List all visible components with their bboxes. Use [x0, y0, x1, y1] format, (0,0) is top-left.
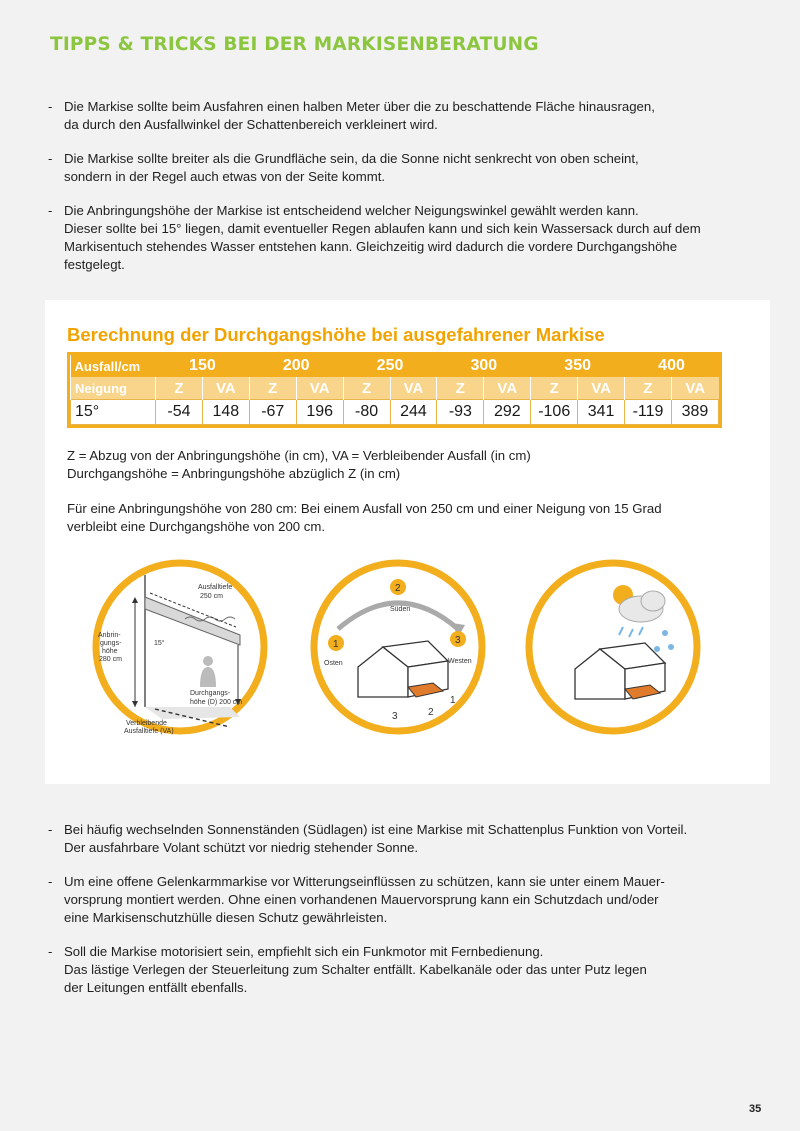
va-header: VA — [296, 377, 343, 400]
tip-text: Die Anbringungshöhe der Markise ist entscheidend welcher Neigungswinkel gewählt werden kann. Dieser sollte bei 15° liegen, damit eventueller Regen ablaufen kann und sich kein Wassersack durch auf dem Markisentuch stehendes Wasser entstehen kann. Gleichzeitig wird dadurch die vordere Durchgangshöhe festgelegt. — [64, 203, 701, 272]
calculation-panel — [45, 300, 770, 784]
va-cell: 389 — [671, 400, 718, 425]
side-number: 3 — [392, 711, 398, 722]
ausfall-value: 300 — [437, 355, 531, 377]
tip-text: Bei häufig wechselnden Sonnenständen (Südlagen) ist eine Markise mit Schattenplus Funktion von Vorteil. Der ausfahrbare Volant schützt vor niedrig stehender Sonne. — [64, 822, 688, 855]
va-cell: 292 — [484, 400, 531, 425]
anbringungshoehe-label: höhe — [102, 648, 118, 655]
ausfall-value: 250 — [343, 355, 437, 377]
angle-label: 15° — [154, 640, 165, 647]
neigung-value: 15° — [71, 400, 156, 425]
ausfall-value: 200 — [249, 355, 343, 377]
direction-label: Süden — [390, 606, 411, 613]
direction-label: Osten — [324, 660, 343, 667]
tip-item — [48, 943, 738, 997]
sun-number: 2 — [395, 583, 401, 594]
tip-text: Die Markise sollte breiter als die Grundfläche sein, da die Sonne nicht senkrecht von oben scheint, sondern in der Regel auch etwas von der Seite kommt. — [64, 151, 639, 184]
z-cell: -80 — [343, 400, 390, 425]
va-header: VA — [484, 377, 531, 400]
z-cell: -67 — [249, 400, 296, 425]
weather-diagram — [523, 557, 703, 737]
va-header: VA — [390, 377, 437, 400]
tip-text: Die Markise sollte beim Ausfahren einen halben Meter über die zu beschattende Fläche hinausragen, da durch den Ausfallwinkel der Schattenbereich verkleinert wird. — [64, 99, 655, 132]
z-cell: -106 — [531, 400, 578, 425]
table-subheader-row — [71, 377, 719, 400]
anbringungshoehe-label: Anbrin- — [98, 632, 121, 639]
va-cell: 148 — [202, 400, 249, 425]
z-header: Z — [437, 377, 484, 400]
z-header: Z — [531, 377, 578, 400]
ausfall-value: 400 — [625, 355, 719, 377]
anbringungshoehe-value: 280 cm — [99, 656, 122, 663]
sun-path-illustration — [308, 557, 488, 737]
ausfall-label: Ausfall/cm — [71, 355, 156, 377]
ausfall-value: 350 — [531, 355, 625, 377]
tips-list-top — [48, 98, 738, 290]
durchgang-label: Durchgangs- — [190, 690, 231, 697]
tip-item — [48, 873, 738, 927]
z-cell: -54 — [156, 400, 203, 425]
z-header: Z — [343, 377, 390, 400]
example-text: Für eine Anbringungshöhe von 280 cm: Bei einem Ausfall von 250 cm und einer Neigung von 15 Grad verbleibt eine Durchgangshöhe von 200 cm. — [67, 501, 662, 534]
va-header: VA — [578, 377, 625, 400]
table-row — [71, 400, 719, 425]
z-cell: -93 — [437, 400, 484, 425]
sun-path-diagram — [308, 557, 488, 737]
legend-line: Durchgangshöhe = Anbringungshöhe abzüglich Z (in cm) — [67, 466, 401, 481]
z-header: Z — [625, 377, 672, 400]
z-header: Z — [156, 377, 203, 400]
va-header: VA — [202, 377, 249, 400]
verbleibend-value: Ausfalltiefe (VA) — [124, 728, 174, 735]
tips-list-bottom — [48, 821, 738, 1013]
tip-item — [48, 150, 738, 186]
va-cell: 196 — [296, 400, 343, 425]
va-cell: 341 — [578, 400, 625, 425]
table-title: Berechnung der Durchgangshöhe bei ausgefahrener Markise — [67, 324, 605, 345]
side-number: 2 — [428, 707, 434, 718]
ausfalltiefe-value: 250 cm — [200, 593, 223, 600]
va-header: VA — [671, 377, 718, 400]
tip-item — [48, 98, 738, 134]
va-cell: 244 — [390, 400, 437, 425]
tip-item — [48, 821, 738, 857]
z-header: Z — [249, 377, 296, 400]
durchgang-value: höhe (D) 200 cm — [190, 699, 243, 706]
legend-line: Z = Abzug von der Anbringungshöhe (in cm), VA = Verbleibender Ausfall (in cm) — [67, 448, 531, 463]
sun-number: 3 — [455, 635, 461, 646]
tip-text: Um eine offene Gelenkarmmarkise vor Witterungseinflüssen zu schützen, kann sie unter einem Mauer- vorsprung montiert werden. Ohne einen vorhandenen Mauervorsprung kann ein Schutzdach und/oder eine Markisenschutzhülle diesen Schutz gewährleisten. — [64, 874, 665, 925]
verbleibend-label: Verbleibende — [126, 720, 167, 727]
page-title: TIPPS & TRICKS BEI DER MARKISENBERATUNG — [50, 34, 539, 55]
neigung-label: Neigung — [71, 377, 156, 400]
weather-illustration — [523, 557, 703, 737]
table-header-row — [71, 355, 719, 377]
anbringungshoehe-label: gungs- — [100, 640, 122, 647]
side-number: 1 — [450, 695, 456, 706]
table-legend — [67, 447, 757, 483]
direction-label: Westen — [448, 658, 472, 665]
ausfalltiefe-label: Ausfalltiefe — [198, 584, 233, 591]
awning-dimension-illustration — [90, 557, 270, 737]
tip-text: Soll die Markise motorisiert sein, empfiehlt sich ein Funkmotor mit Fernbedienung. Das lästige Verlegen der Steuerleitung zum Schalter entfällt. Kabelkanäle oder das unter Putz legen der Leitungen entfällt ebenfalls. — [64, 944, 647, 995]
calculation-table — [67, 352, 722, 428]
ausfall-value: 150 — [156, 355, 250, 377]
z-cell: -119 — [625, 400, 672, 425]
tip-item — [48, 202, 738, 274]
awning-dimension-diagram — [90, 557, 270, 737]
sun-number: 1 — [333, 639, 339, 650]
page-number: 35 — [749, 1103, 762, 1115]
